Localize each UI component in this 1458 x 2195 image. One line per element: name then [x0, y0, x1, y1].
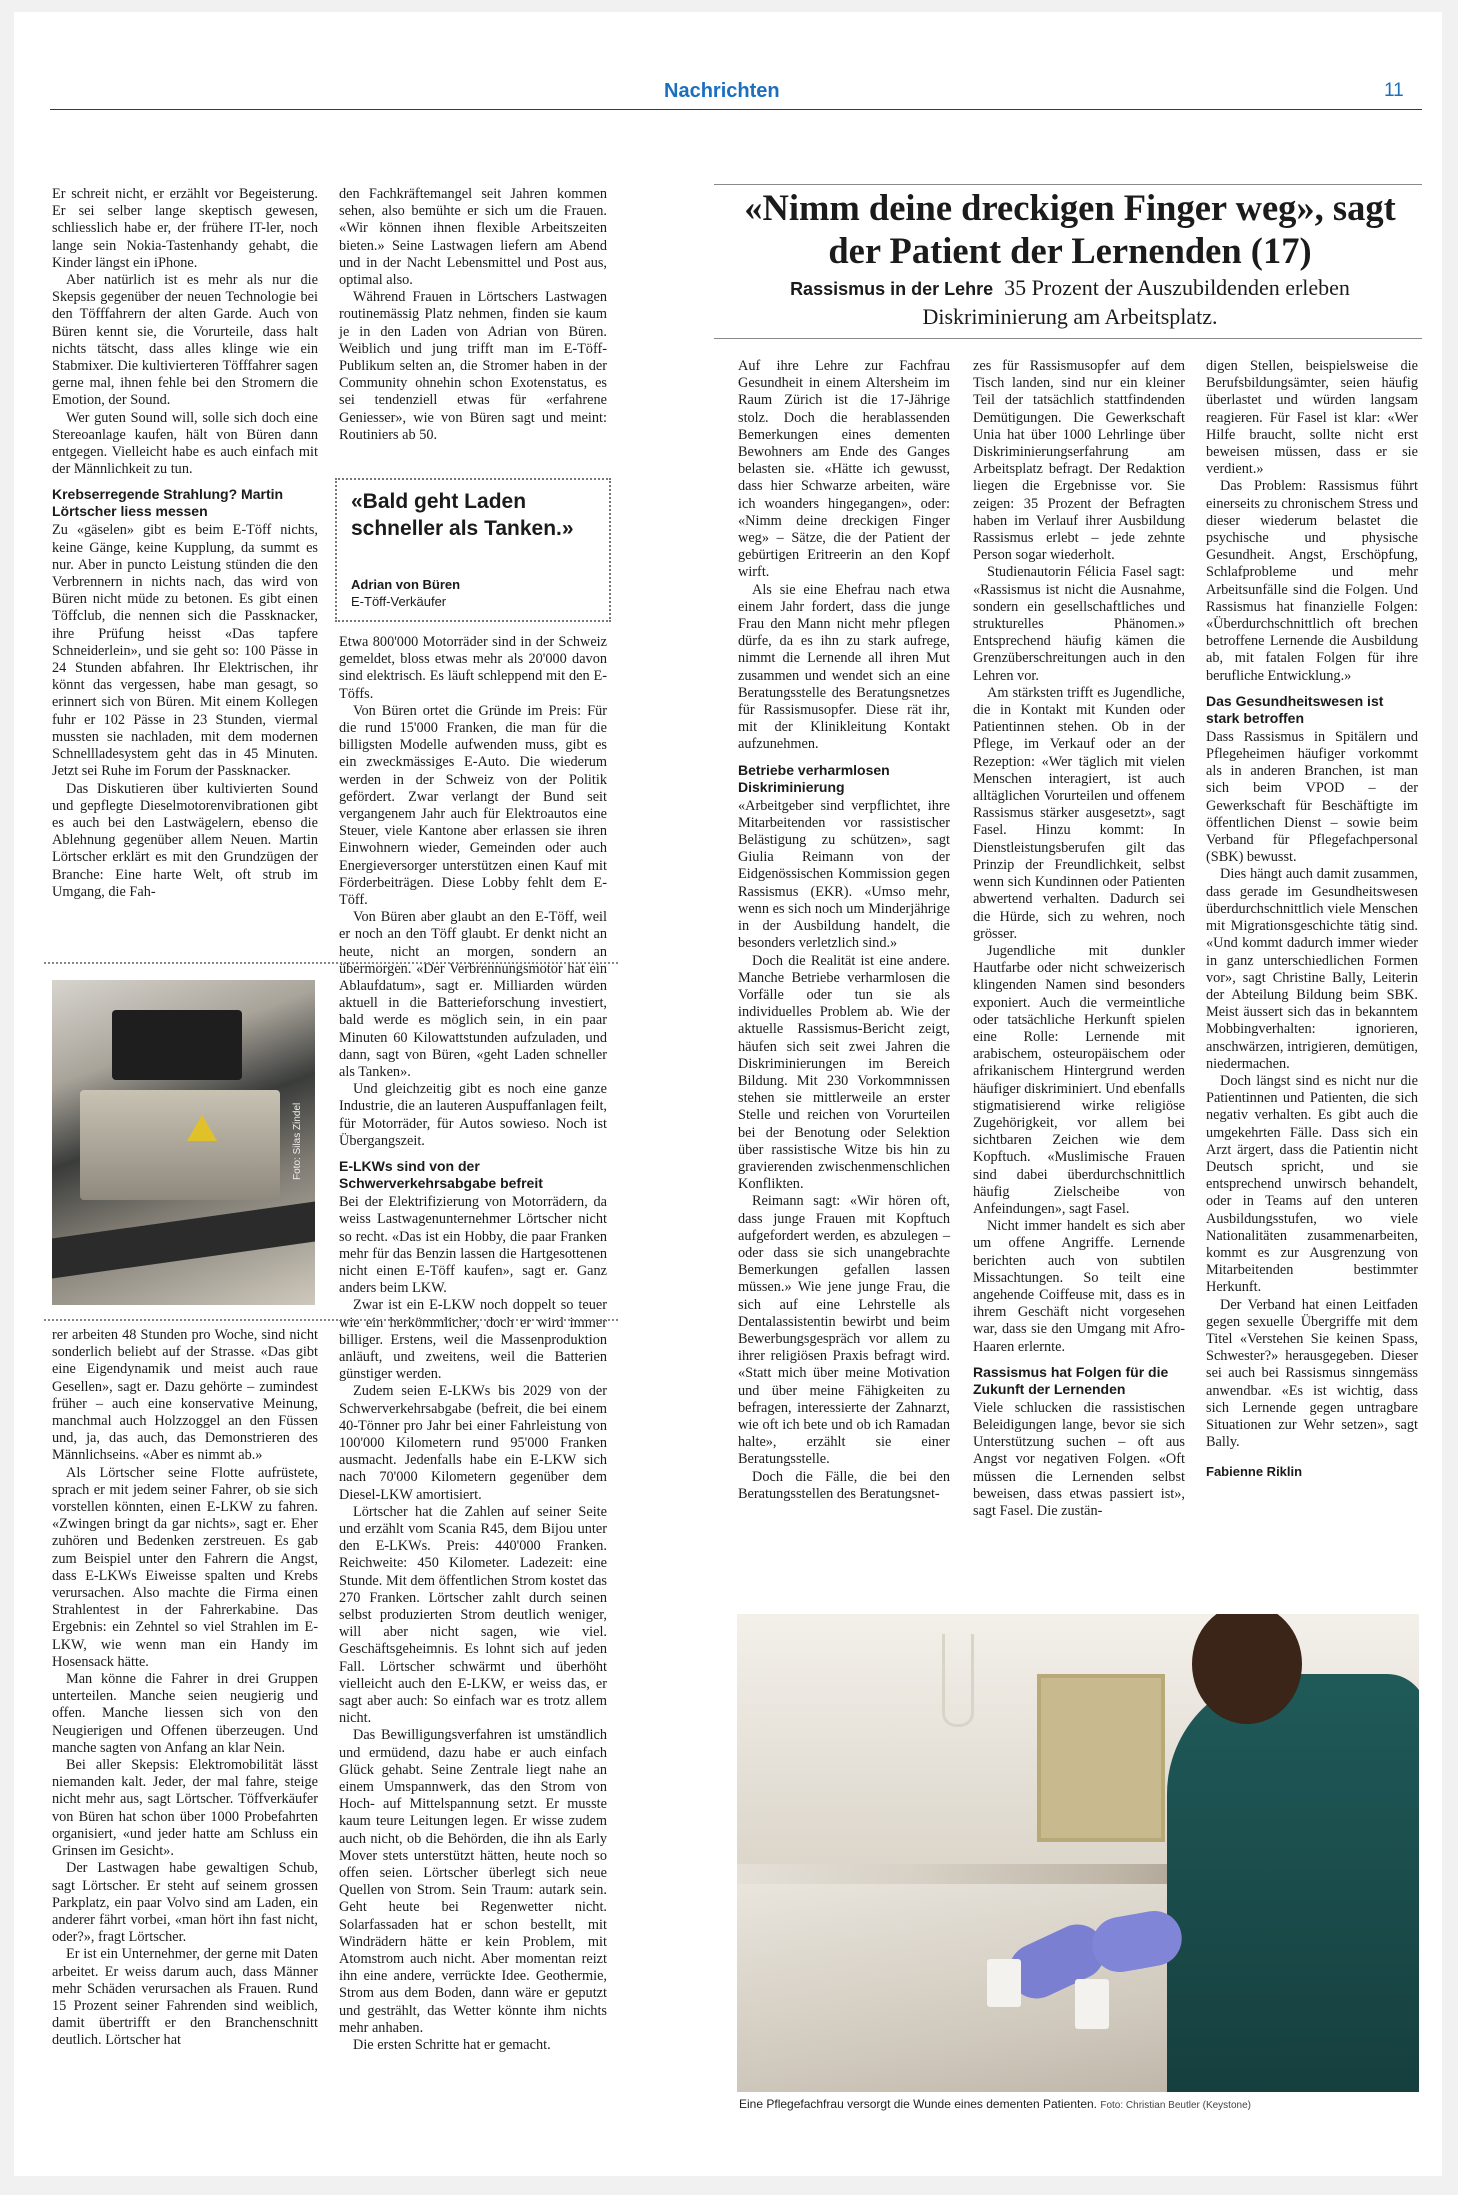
- paragraph: Er schreit nicht, er erzählt vor Begeisterung. Er sei selber lange skeptisch gewesen, schliesslich habe er, der frühere IT-ler, noch lange sein Nokia-Tastenhandy gehabt, die Kinder längst ein iPhone.: [52, 186, 318, 271]
- paragraph: Nicht immer handelt es sich aber um offene Angriffe. Lernende berichten auch von subtilen Missachtungen. So teilt eine angehende Coiffeuse mit, dass es in ihrem Geschäft nicht vorgesehen war, dass sie den Umgang mit Afro-Haaren erlernte.: [973, 1218, 1185, 1355]
- photo-caption: [739, 2097, 1251, 2111]
- paragraph: Bei der Elektrifizierung von Motorrädern, da weiss Lastwagenunternehmer Lörtscher nicht so recht. «Das ist ein Hobby, die paar Franken mehr für das Benzin lassen die Hartgesottenen nicht einen E-Töff kaufen», sagt er. Ganz anders beim LKW.: [339, 1194, 607, 1297]
- paragraph: Als sie eine Ehefrau nach etwa einem Jahr fordert, dass die junge Frau den Mann nicht mehr pflegen dürfe, da es ihn zu stark aufrege, nimmt die Lernende all ihren Mut zusammen und wendet sich an eine Beratungsstelle des Beratungsnetzes für Rassismusopfer. Diese rät ihr, mit der Klinikleitung Kontakt aufzunehmen.: [738, 581, 950, 753]
- cup-shape: [987, 1959, 1021, 2007]
- paragraph: Man könne die Fahrer in drei Gruppen unterteilen. Manche seien neugierig und offen. Manche liessen sich von den Neugierigen und Offenen überzeugen. Und manche sagten von Anfang an klar Nein.: [52, 1671, 318, 1756]
- paragraph: Wer guten Sound will, solle sich doch eine Stereoanlage kaufen, hält von Büren dann entgegen. Vielleicht habe es auch einfach mit der Männlichkeit zu tun.: [52, 409, 318, 478]
- headline-top-rule: [714, 184, 1422, 185]
- author-byline: Fabienne Riklin: [1206, 1464, 1303, 1480]
- paragraph: Zwar ist ein E-LKW noch doppelt so teuer wie ein herkömmlicher, doch er wird immer billiger. Erstens, weil die Massenproduktion anläuft, und zweitens, weil die Batterien günstiger werden.: [339, 1297, 607, 1383]
- paragraph: Von Büren ortet die Gründe im Preis: Für die rund 15'000 Franken, die man für die billigsten Modelle aufwenden muss, gibt es ein zweckmässiges E-Auto. Die wiederum werden in der Schweiz von der Politik gefördert. Zwar verlangt der Bund seit vergangenem Jahr auch für Elektroautos eine Steuer, viele Kantone aber erlassen sie ihren Einwohnern wieder, Gemeinden oder auch Energieversorger unterstützen einen Kauf mit Förderbeiträgen. Diese Lobby fehlt dem E-Töff.: [339, 702, 607, 909]
- subtitle: [730, 274, 1410, 330]
- paragraph: Dies hängt auch damit zusammen, dass gerade im Gesundheitswesen überdurchschnittlich viele Menschen mit Migrationsgeschichte tätig sind. «Und kommt dadurch immer wieder in ganz unterschiedlichen Formen vor», sagt Christine Bally, Leiterin der Abteilung Bildung beim SBK. Meist äussert sich das in bekanntem Mobbingverhalten: ignorieren, anschwärzen, intrigieren, demütigen, niedermachen.: [1206, 866, 1418, 1072]
- pull-quote: [335, 478, 611, 622]
- paragraph: Doch die Fälle, die bei den Beratungsstellen des Beratungsnet-: [738, 1468, 950, 1502]
- header-rule: [50, 109, 1422, 110]
- right-col3: [1206, 358, 1418, 1481]
- paragraph: «Arbeitgeber sind verpflichtet, ihre Mitarbeitenden vor rassistischer Belästigung zu schützen», sagt Giulia Reimann von der Eidgenössischen Kommission gegen Rassismus (EKR). «Umso mehr, wenn es sich noch um Minderjährige in der Ausbildung handelt, die besonders verletzlich sind.»: [738, 797, 950, 952]
- kicker: Rassismus in der Lehre: [790, 279, 994, 299]
- caption-credit: Foto: Christian Beutler (Keystone): [1100, 2100, 1251, 2111]
- paragraph: Zu «gäselen» gibt es beim E-Töff nichts, keine Gänge, keine Kupplung, da summt es nur. Aber in puncto Leistung stünden die den Verbrennern in nichts nach, das wird von Büren nicht müde zu betonen. Es gibt einen Töffclub, die nennen sich die Passknacker, ihre Prüfung heisst «Das tapfere Schneiderlein», und sie geht so: 100 Pässe in 24 Stunden abfahren. Ihr Elektrischen, ihr könnt das vergessen, habe man gesagt, so erinnert sich von Büren. Mit einem Kollegen fuhr er 102 Pässe in 23 Stunden, viermal mussten sie nachladen, mit dem modernen Schnellladesystem geht das in 45 Minuten. Jetzt sei Ruhe im Forum der Passknacker.: [52, 522, 318, 780]
- section-label: Nachrichten: [664, 80, 780, 102]
- paragraph: Auf ihre Lehre zur Fachfrau Gesundheit in einem Altersheim im Raum Zürich ist die 17-Jährige stolz. Doch die herablassenden Bemerkungen eines dementen Bewohners am Ende des Ganges belasten sie. «Hätte ich gewusst, dass hier Schwarze arbeiten, wäre ich woanders hingegangen», oder: «Nimm deine dreckigen Finger weg» – Sätze, die der Patient der gebürtigen Eritreerin an den Kopf wirft.: [738, 358, 950, 581]
- subheading: Krebserregende Strahlung? Martin Lörtscher liess messen: [52, 486, 284, 520]
- subheading: Rassismus hat Folgen für die Zukunft der Lernenden: [973, 1363, 1169, 1397]
- paragraph: Das Diskutieren über kultivierten Sound und gepflegte Dieselmotorenvibrationen gibt es auch bei den Lastwägelern, ebenso die Ablehnung gegenüber allem Neuen. Martin Lörtscher erklärt es mit den Grundzügen der Branche: Eine harte Welt, oft strub im Umgang, die Fah-: [52, 780, 318, 900]
- paragraph: Das Bewilligungsverfahren ist umständlich und ermüdend, dazu habe er auch einfach Glück gehabt. Seine Zentrale liegt nahe an einem Umspannwerk, das den Strom von Hoch- auf Mittelspannung setzt. Er musste kaum teure Leitungen legen. Er wisse zudem auch nicht, ob die Behörden, die ihn als Early Mover stets unterstützt hätten, heute noch so offen seien. Lörtscher überlegt sich neue Quellen von Strom. Sein Traum: autark sein. Geht heute bei Regenwetter nicht. Solarfassaden hat er schon bestellt, mit Windrädern hätte er kein Problem, mit Atomstrom auch nicht. Aber momentan reizt ihn eine andere, verrückte Idee. Geothermie, Strom aus dem Boden, dann wäre er geputzt und gestrählt, das Wetter könnte ihm nichts mehr anhaben.: [339, 1727, 607, 2036]
- paragraph: Aber natürlich ist es mehr als nur die Skepsis gegenüber der neuen Technologie bei den Töfffahrern der alten Garde. Auch von Büren kennt sie, die Vorurteile, dass halt nichts tätscht, dass alles klinge wie ein Stabmixer. Die kultivierteren Töfffahrer sagen gerne mal, ihnen fehle bei den Stromern die Emotion, der Sound.: [52, 272, 318, 409]
- paragraph: Doch längst sind es nicht nur die Patientinnen und Patienten, die sich negativ verhalten. Es gibt auch die umgekehrten Fälle. Dass sich ein Arzt ärgert, dass die Patientin nicht Deutsch spricht, und sie entsprechend unwirsch behandelt, oder in Teams auf den unteren Ausbildungsstufen, wo viele Nationalitäten zusammenarbeiten, kommt es zur Ausgrenzung von Mitarbeitenden bestimmter Herkunft.: [1206, 1072, 1418, 1296]
- right-col2: [973, 358, 1185, 1520]
- paragraph: Reimann sagt: «Wir hören oft, dass junge Frauen mit Kopftuch aufgefordert werden, es abzulegen – oder dass sie sich unangebrachte Bemerkungen gefallen lassen müssen.» Wie jene junge Frau, die sich auf eine Lehrstelle als Dentalassistentin bewirbt und beim Bewerbungsgespräch vor allem zu ihrer religiösen Praxis befragt wird. «Statt mich über meine Motivation und über meine Fähigkeiten zu befragen, interessierte der Zahnarzt, wie oft ich bete und ob ich Ramadan halte», erzählt sie einer Beratungsstelle.: [738, 1193, 950, 1468]
- battery-photo: [52, 980, 315, 1305]
- paragraph: Etwa 800'000 Motorräder sind in der Schweiz gemeldet, bloss etwas mehr als 20'000 davon sind elektrisch. Es läuft schleppend mit den E-Töffs.: [339, 634, 607, 702]
- battery-pack-shape: [80, 1090, 280, 1200]
- paragraph: Lörtscher hat die Zahlen auf seiner Seite und erzählt vom Scania R45, dem Bijou unter den E-LKWs. Preis: 440'000 Franken. Reichweite: 450 Kilometer. Ladezeit: eine Stunde. Mit dem öffentlichen Strom kostet das 270 Franken. Lörtscher zahlt durch seinen selbst produzierten Strom deutlich weniger, will aber nicht sagen, wie viel. Geschäftsgeheimnis. Es lohnt sich auf jeden Fall. Lörtscher schwärmt und überhöht vielleicht auch den E-LKW, er weiss das, er sagt aber auch: So einfach war es trotz allem nicht.: [339, 1503, 607, 1727]
- paragraph: Doch die Realität ist eine andere. Manche Betriebe verharmlosen die Vorfälle oder tun sie als individuelles Problem ab. Wie der aktuelle Rassismus-Bericht zeigt, häufen sich seit zwei Jahren die Diskriminierungen im Bereich Bildung. Mit 230 Vorkommnissen stehen sie mittlerweile an erster Stelle und reichen von Vorurteilen bei der Benotung oder Selektion über rassistische Witze bis hin zu gravierenden zwischenmenschlichen Konflikten.: [738, 952, 950, 1193]
- control-unit-shape: [112, 1010, 242, 1080]
- paragraph: Und gleichzeitig gibt es noch eine ganze Industrie, die an lauteren Auspuffanlagen feilt, für Motorräder, für Autos sowieso. Noch ist Übergangszeit.: [339, 1081, 607, 1149]
- headline: «Nimm deine dreckigen Finger weg», sagt der Patient der Lernenden (17): [744, 187, 1396, 271]
- left-col1-bottom: [52, 1327, 318, 2050]
- left-col2-top: [339, 186, 607, 444]
- paragraph: Studienautorin Félicia Fasel sagt: «Rassismus ist nicht die Ausnahme, sondern ein gesellschaftliches und strukturelles Phänomen.» Entsprechend häufig kämen die Grenzüberschreitungen auch in den Lehren vor.: [973, 564, 1185, 684]
- paragraph: Zudem seien E-LKWs bis 2029 von der Schwerverkehrsabgabe (befreit, die bei einem 40-Tönner pro Jahr bei einer Fahrleistung von 100'000 Kilometern rund 95'000 Franken ausmacht. Jedenfalls habe ein E-LKW sich nach 70'000 Kilometern gegenüber dem Diesel-LKW amortisiert.: [339, 1383, 607, 1503]
- paragraph: Das Problem: Rassismus führt einerseits zu chronischem Stress und dieser wiederum belastet die psychische und physische Gesundheit. Angst, Erschöpfung, Schlafprobleme und mehr Arbeitsunfälle sind die Folgen. Und Rassismus hat finanzielle Folgen: «Überdurchschnittlich oft brechen betroffene Lernende die Ausbildung ab, mit fatalen Folgen für ihre berufliche Entwicklung.»: [1206, 478, 1418, 684]
- paragraph: Der Verband hat einen Leitfaden gegen sexuelle Übergriffe mit dem Titel «Verstehen Sie keinen Spass, Schwester?» herausgegeben. Dieser sei auch bei Rassismus sinngemäss anwendbar. «Es ist wichtig, dass sich Lernende gegen untragbare Situationen zur Wehr setzen», sagt Bally.: [1206, 1296, 1418, 1451]
- pull-quote-text: «Bald geht Laden schneller als Tanken.»: [351, 490, 574, 540]
- photo-credit: Foto: Silas Zindel: [292, 1102, 303, 1180]
- cup-shape: [1075, 1979, 1109, 2029]
- paragraph: Am stärksten trifft es Jugendliche, die in Kontakt mit Kunden oder Patientinnen stehen. Ob in der Pflege, im Verkauf oder an der Rezeption: «Wer täglich mit vielen Menschen interagiert, ist auch alltäglichen Vorurteilen und offenem Rassismus stärker ausgesetzt», sagt Fasel. Hinzu kommt: In Dienstleistungsberufen gilt das Prinzip der Freundlichkeit, selbst wenn sich Kundinnen oder Patienten abwertend verhalten. Dadurch sei die Hürde, sich zu wehren, noch grösser.: [973, 684, 1185, 942]
- subheading: Betriebe verharmlosen Diskriminierung: [738, 761, 890, 795]
- paragraph: Dass Rassismus in Spitälern und Pflegeheimen häufiger vorkommt als in anderen Branchen, ist man sich beim VPOD – der Gewerkschaft für Beschäftigte im öffentlichen Dienst – sowie beim Verband für Pflegefachpersonal (SBK) bewusst.: [1206, 728, 1418, 866]
- bed-handle-shape: [942, 1634, 974, 1727]
- pull-quote-role: E-Töff-Verkäufer: [351, 594, 447, 609]
- paragraph: den Fachkräftemangel seit Jahren kommen sehen, also bemühte er sich um die Frauen. «Wir können ihnen flexible Arbeitszeiten bieten.» Seine Lastwagen liefern am Abend und in der Nacht Lebensmittel und Post aus, optimal also.: [339, 186, 607, 289]
- cable-shape: [52, 1202, 315, 1279]
- paragraph: Bei aller Skepsis: Elektromobilität lässt niemanden kalt. Jeder, der mal fahre, steige nicht mehr aus, sagt Lörtscher. Töffverkäufer von Büren hat schon über 1000 Probefahrten organisiert, «und jeder hatte am Schluss ein Grinsen im Gesicht».: [52, 1757, 318, 1860]
- paragraph: digen Stellen, beispielsweise die Berufsbildungsämter, seien häufig überlastet und würden langsam reagieren. Für Fasel ist klar: «Wer Hilfe braucht, sollte nicht erst beweisen müssen, dass er sie verdient.»: [1206, 358, 1418, 478]
- paragraph: Er ist ein Unternehmer, der gerne mit Daten arbeitet. Er weiss darum auch, dass Männer mehr Schäden verursachen als Frauen. Rund 15 Prozent seiner Fahrenden sind weiblich, damit übertrifft er den Branchenschnitt deutlich. Lörtscher hat: [52, 1946, 318, 2049]
- right-col1: [738, 358, 950, 1503]
- paragraph: Die ersten Schritte hat er gemacht.: [353, 2037, 551, 2054]
- page-number: 11: [1384, 80, 1404, 101]
- paragraph: zes für Rassismusopfer auf dem Tisch landen, sind nur ein kleiner Teil der tatsächlich stattfindenden Demütigungen. Die Gewerkschaft Unia hat über 1000 Lehrlinge über Diskriminierungserfahrung am Arbeitsplatz befragt. Der Redaktion liegen die Ergebnisse vor. Sie zeigen: 35 Prozent der Befragten haben im Verlauf ihrer Ausbildung Rassismus erlebt – jede zehnte Person sogar wiederholt.: [973, 358, 1185, 564]
- paragraph: Während Frauen in Lörtschers Lastwagen routinemässig Platz nehmen, finden sie kaum je in den Laden von Adrian von Büren. Weiblich und jung trifft man im E-Töff-Publikum selten an, die Stromer haben in der Community ohnehin schon Exotenstatus, es sei tendenziell etwas für «erfahrene Geniesser», wie von Büren sagt und meint: Routiniers ab 50.: [339, 289, 607, 443]
- pull-quote-name: Adrian von Büren: [351, 577, 461, 592]
- caption-text: Eine Pflegefachfrau versorgt die Wunde eines dementen Patienten.: [739, 2097, 1098, 2111]
- paragraph: Als Lörtscher seine Flotte aufrüstete, sprach er mit jedem seiner Fahrer, ob sie sich vorstellen könnten, einen E-LKW zu fahren. «Zwingen bringt da gar nichts», sagt er. Eher zuhören und Bedenken zerstreuen. Es gab zum Beispiel unter den Fahrern die Angst, dass E-LKWs Eiweisse spalten und Krebs verursachen. Also machte die Firma einen Strahlentest in der Fahrerkabine. Das Ergebnis: ein Zehntel so viel Strahlen im E-LKW, wie wenn man ein Handy im Hosensack hätte.: [52, 1464, 318, 1670]
- wall-picture-shape: [1037, 1674, 1165, 1842]
- paragraph: rer arbeiten 48 Stunden pro Woche, sind nicht sonderlich beliebt auf der Strasse. «Das gibt eine Eigendynamik und meist auch raue Gesellen», sagt er. Dazu gehörte – zumindest früher – auch eine konservative Meinung, manchmal auch Holzzoggel an den Füssen und, ja, das auch, das Demonstrieren des Männlichseins. «Aber es nimmt ab.»: [52, 1327, 318, 1464]
- nurse-photo: [737, 1614, 1419, 2092]
- paragraph: Viele schlucken die rassistischen Beleidigungen lange, bevor sie sich Unterstützung suchen – oft aus Angst vor negativen Folgen. «Oft müssen die Lernenden selbst beweisen, dass etwas passiert ist», sagt Fasel. Die zustän-: [973, 1399, 1185, 1519]
- warning-icon: [187, 1115, 217, 1141]
- subtitle-rule: [714, 338, 1422, 339]
- left-col1-top: [52, 186, 318, 901]
- subheading: Das Gesundheitswesen ist stark betroffen: [1206, 692, 1384, 726]
- subheading: E-LKWs sind von der Schwerverkehrsabgabe befreit: [339, 1158, 543, 1192]
- paragraph: Von Büren aber glaubt an den E-Töff, weil er noch an den Töff glaubt. Er denkt nicht an heute, nicht an morgen, sondern an übermorgen. «Der Verbrennungsmotor hat ein Ablaufdatum», sagt er. Milliarden würden aktuell in die Batterieforschung investiert, bald werde es möglich sein, in ein paar Minuten 60 Kilowattstunden aufzuladen, und dann, sagt von Büren, «geht Laden schneller als Tanken».: [339, 909, 607, 1081]
- paragraph: Der Lastwagen habe gewaltigen Schub, sagt Lörtscher. Er steht auf seinem grossen Parkplatz, ein paar Volvo sind am Laden, ein anderer fährt vorbei, «man hört ihn fast nicht, oder?», fragt Lörtscher.: [52, 1860, 318, 1946]
- subtitle-text: 35 Prozent der Auszubildenden erleben Diskriminierung am Arbeitsplatz.: [922, 275, 1350, 329]
- left-col2-bottom: [339, 634, 607, 2054]
- paragraph: Jugendliche mit dunkler Hautfarbe oder nicht schweizerisch klingenden Namen sind besonders exponiert. Auch die vermeintliche oder tatsächliche Herkunft spielen eine Rolle: Lernende mit arabischem, osteuropäischem oder afrikanischem Hintergrund werden häufiger diskriminiert. Und ebenfalls stigmatisierend wirke religiöse Zugehörigkeit, vor allem bei sichtbaren Zeichen wie dem Kopftuch. «Muslimische Frauen sind dabei überdurchschnittlich häufig Zielscheibe von Anfeindungen», sagt Fasel.: [973, 942, 1186, 1217]
- nurse-shape: [1167, 1674, 1419, 2092]
